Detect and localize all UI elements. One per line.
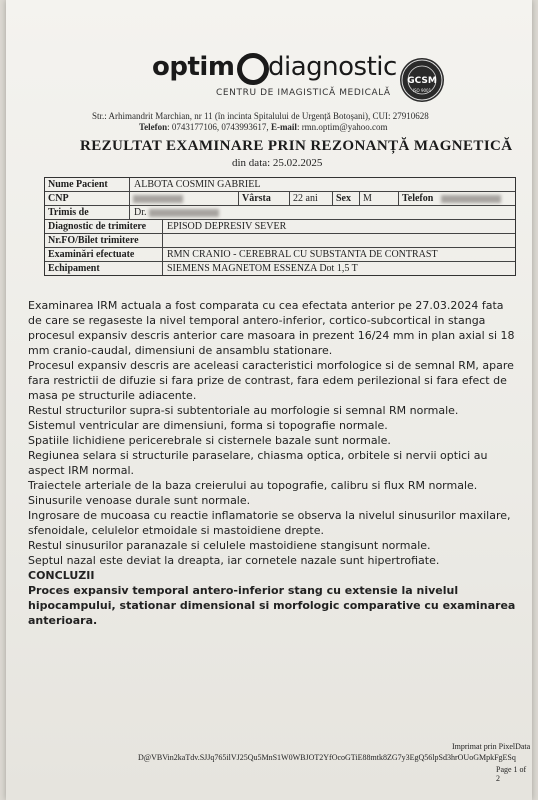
equipment-value: SIEMENS MAGNETOM ESSENZA Dot 1,5 T — [167, 263, 358, 274]
referral-value — [163, 234, 515, 247]
equipment-label: Echipament — [45, 262, 163, 275]
patient-info-table — [44, 177, 516, 276]
clinic-address: Str.: Arhimandrit Marchian, nr 11 (în incinta Spitalului de Urgență Botoșani), CUI: 27910628 — [92, 111, 429, 121]
cnp-value-redacted — [130, 192, 239, 205]
table-row — [45, 206, 515, 220]
logo-word-optim: optim — [152, 52, 235, 82]
printed-by-note: Imprimat prin PixelData — [452, 742, 531, 751]
document-page — [6, 0, 532, 800]
diagnosis-label: Diagnostic de trimitere — [45, 220, 163, 233]
report-paragraph: Septul nazal este deviat la dreapta, iar cornetele nazale sunt hipertrofiate. — [28, 554, 440, 567]
report-paragraph: Regiunea selara si structurile paraselare, chiasma optica, orbitele si nervii optici au aspect IRM normal. — [28, 449, 488, 477]
report-paragraph: Sinusurile venoase durale sunt normale. — [28, 494, 251, 507]
clinic-contact — [139, 122, 387, 132]
document-code: D@VBVin2kaTdv.SJJq765ilVJ25Qu5MnS1W0WBJOT2YfOcoGTiE88mtk8ZG7y3EgQ56lpSd3hrOUoGMpkFgESq — [138, 753, 516, 762]
logo-tagline: CENTRU DE IMAGISTICĂ MEDICALĂ — [216, 88, 391, 98]
cnp-label: CNP — [45, 192, 130, 205]
report-body — [28, 298, 518, 628]
exam-label: Examinări efectuate — [45, 248, 163, 261]
exam-value: RMN CRANIO - CEREBRAL CU SUBSTANTA DE CONTRAST — [167, 249, 438, 260]
sent-by-prefix: Dr. — [134, 207, 147, 218]
email-label: E-mail — [270, 122, 297, 132]
optim-diagnostic-logo — [152, 50, 397, 86]
clinic-email: : rmn.optim@yahoo.com — [296, 122, 388, 132]
patient-name-label: Nume Pacient — [45, 178, 130, 191]
sent-by-label: Trimis de — [45, 206, 130, 219]
table-row — [45, 262, 515, 275]
report-paragraph: Sistemul ventricular are dimensiuni, forma si topografie normale. — [28, 419, 388, 432]
page-number: Page 1 of 2 — [496, 765, 527, 783]
seal-text: GCSM — [407, 76, 437, 86]
phone-label: Telefon — [402, 193, 434, 204]
conclusion-text: Proces expansiv temporal antero-inferior stang cu extensie la nivelul hipocampului, stationar dimensional si morfologic comparative cu examinarea anterioara. — [28, 584, 516, 627]
document-date: din data: 25.02.2025 — [232, 157, 323, 169]
report-paragraph: Examinarea IRM actuala a fost comparata cu cea efectata anterior pe 27.03.2024 fata de care se regaseste la nivel temporal antero-inferior, cortico-subcortical in stanga procesul expansiv descris anterior care masoara in prezent 16/24 mm in plan axial si 18 mm cranio-caudal, dimensiuni de ansamblu stationare. — [28, 299, 515, 357]
report-paragraph: Ingrosare de mucoasa cu reactie inflamatorie se observa la nivelul sinusurilor maxilare, sfenoidale, celulelor etmoidale si mastoidiene drepte. — [28, 509, 511, 537]
sex-label: Sex — [333, 192, 360, 205]
patient-name-value: ALBOTA COSMIN GABRIEL — [134, 179, 261, 190]
report-paragraph: Procesul expansiv descris are aceleasi caracteristici morfologice si de semnal RM, apare fara restrictii de difuzie si fara prize de contrast, fara edem perilezional si fara efect de masa pe structurile adiacente. — [28, 359, 514, 402]
seal-subtext: ISO 9001 — [412, 88, 432, 93]
sent-by-value — [130, 206, 515, 219]
report-paragraph: Traiectele arteriale de la baza creierului au topografie, calibru si flux RM normale. — [28, 479, 478, 492]
table-row — [45, 248, 515, 262]
phone-label: Telefon — [139, 122, 168, 132]
patient-phone-redacted — [437, 192, 515, 205]
diagnosis-value: EPISOD DEPRESIV SEVER — [167, 221, 287, 232]
sex-value: M — [360, 192, 399, 205]
document-title: REZULTAT EXAMINARE PRIN REZONANȚĂ MAGNETICĂ — [80, 138, 513, 154]
clinic-phone: : 0743177106, 0743993617, — [167, 122, 271, 132]
referral-label: Nr.FO/Bilet trimitere — [45, 234, 163, 247]
age-value: 22 ani — [290, 192, 333, 205]
report-paragraph: Restul structurilor supra-si subtentoriale au morfologie si semnal RM normale. — [28, 404, 459, 417]
report-paragraph: Spatiile lichidiene pericerebrale si cisternele bazale sunt normale. — [28, 434, 391, 447]
table-row — [45, 178, 515, 192]
table-row — [45, 192, 515, 206]
report-paragraph: Restul sinusurilor paranazale si celulele mastoidiene stangisunt normale. — [28, 539, 431, 552]
logo-ring-icon — [237, 53, 269, 85]
table-row — [45, 220, 515, 234]
age-label: Vârsta — [239, 192, 290, 205]
conclusion-heading: CONCLUZII — [28, 569, 95, 582]
gcsm-certification-seal-icon — [400, 58, 444, 102]
table-row — [45, 234, 515, 248]
logo-word-diagnostic: diagnostic — [268, 52, 397, 82]
